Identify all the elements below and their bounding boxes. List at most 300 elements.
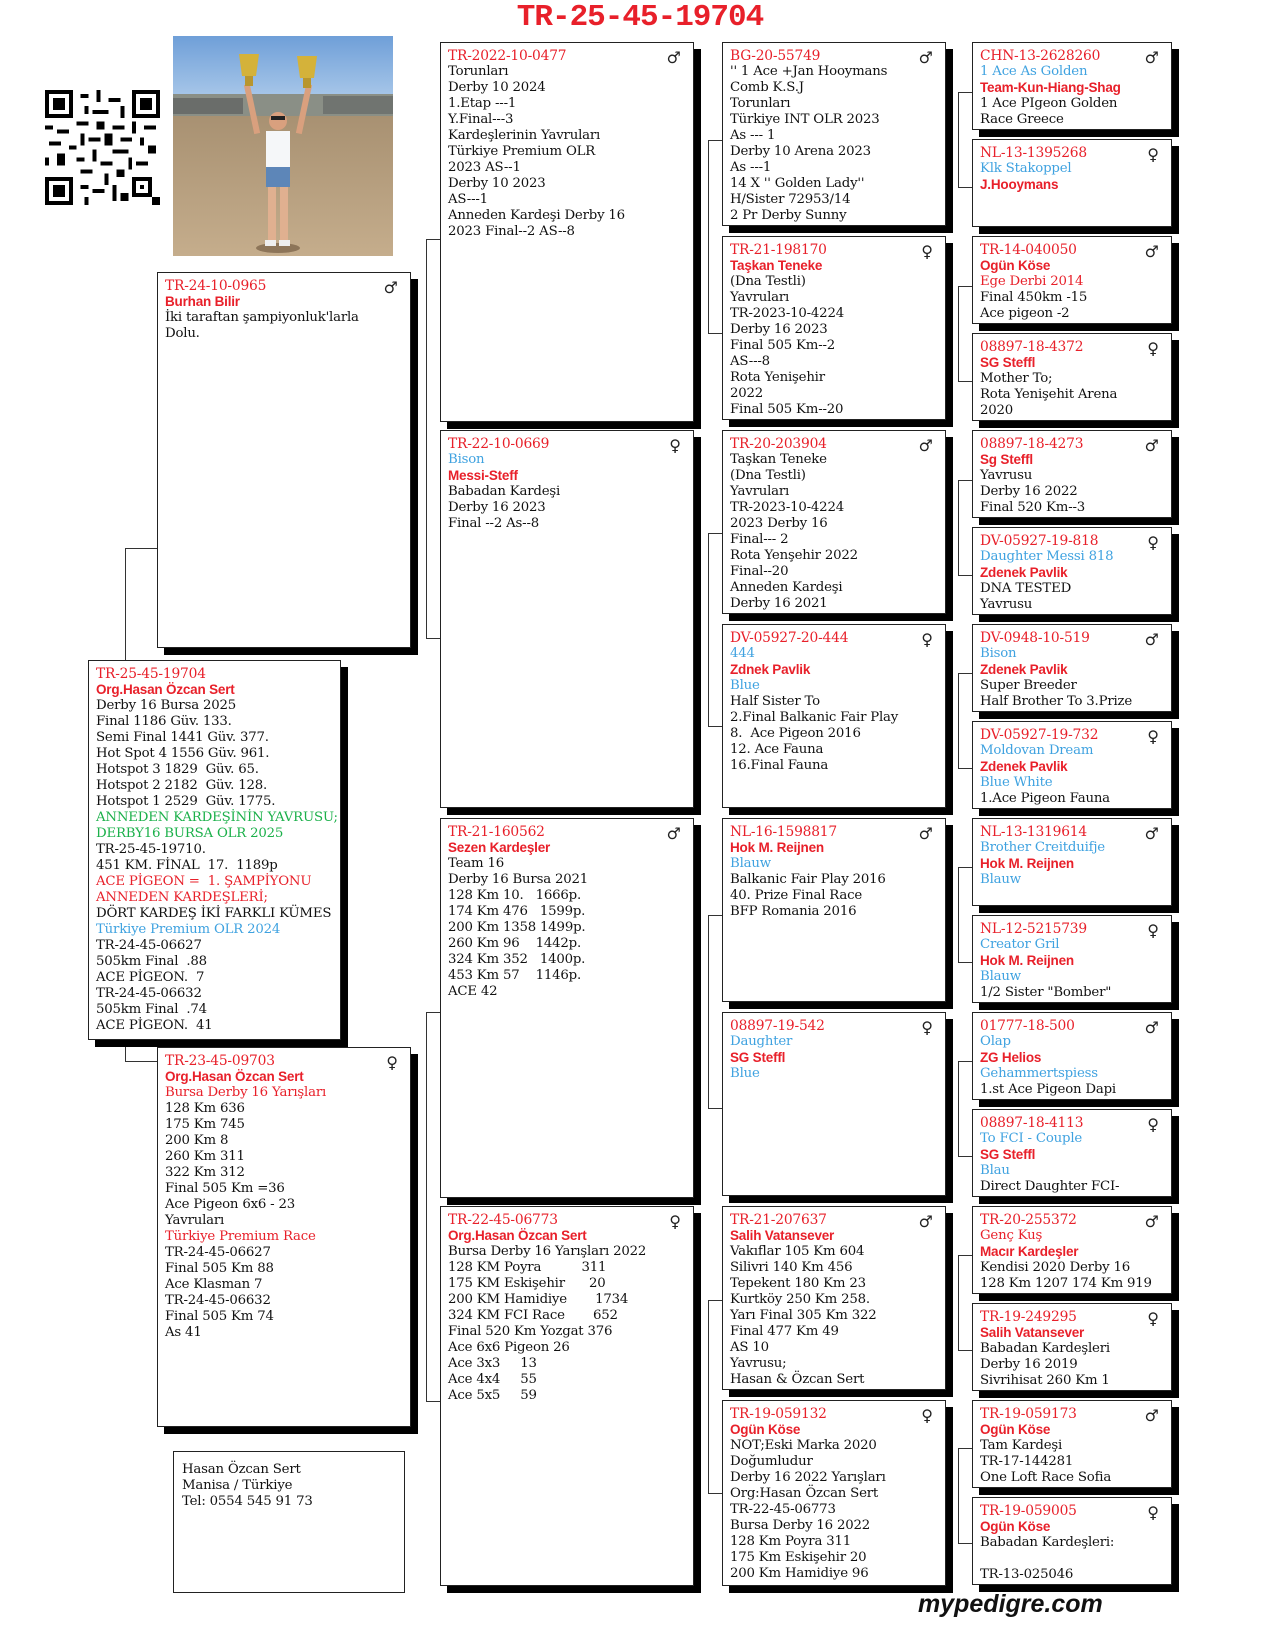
pigeon-info-line: 128 Km 1207 174 Km 919 [980,1276,1152,1291]
contact-name: Hasan Özcan Sert [182,1462,301,1477]
pigeon-info-line: Sivrihisat 260 Km 1 [980,1373,1110,1388]
pigeon-info-line: Ogün Köse [980,1422,1051,1437]
pigeon-info-line: 1/2 Sister "Bomber" [980,985,1112,1000]
pigeon-info-line: 200 KM Hamidiye 1734 [448,1292,629,1307]
pigeon-info-line: (Dna Testli) [730,274,806,289]
pigeon-info-line: 1.Etap ---1 [448,96,517,111]
pigeon-info-line: İki taraftan şampiyonluk'larla [165,310,359,325]
pigeon-info-line: Final 505 Km--20 [730,402,844,417]
breeder-contact [173,1451,405,1593]
ring-number: BG-20-55749 [730,48,821,64]
pigeon-info-line [980,1551,1164,1567]
pigeon-card-g3[interactable] [972,236,1172,324]
pigeon-info-line: Ace 4x4 55 [448,1372,537,1387]
pigeon-info-line: Final 505 Km 88 [165,1261,274,1276]
pigeon-info-line: AS---1 [448,192,488,207]
site-watermark[interactable]: mypedigre.com [918,1590,1103,1618]
pigeon-info-line: Semi Final 1441 Güv. 377. [96,730,269,745]
female-symbol-icon: ♀ [1147,1115,1159,1134]
pigeon-info-line: Yavrusu [980,597,1033,612]
pigeon-info-line: Yarı Final 305 Km 322 [730,1308,877,1323]
ring-number: DV-0948-10-519 [980,630,1090,646]
pigeon-info-line: Vakıflar 105 Km 604 [730,1244,865,1259]
male-symbol-icon: ♂ [918,824,933,843]
pigeon-info-line: DNA TESTED [980,581,1072,596]
pigeon-info-line: SG Steffl [980,355,1036,370]
pigeon-info-line: Org:Hasan Özcan Sert [730,1486,879,1501]
pigeon-info-line: 200 Km Hamidiye 96 [730,1566,869,1581]
pigeon-info-line: Babadan Kardeşleri [980,1341,1110,1356]
pigeon-info-line: Türkiye Premium Race [165,1229,316,1244]
pigeon-info-line: Torunları [448,64,509,79]
pigeon-info-line: As ---1 [730,160,772,175]
ring-number: TR-25-45-19704 [96,666,206,682]
pigeon-info-line: Hasan & Özcan Sert [730,1372,865,1387]
pigeon-info-line: Anneden Kardeşi [730,580,843,595]
pigeon-info-line: Super Breeder [980,678,1077,693]
pigeon-card-g11[interactable] [972,1012,1172,1100]
pigeon-info-line: BFP Romania 2016 [730,904,857,919]
pigeon-info-line: Y.Final---3 [448,112,514,127]
pigeon-info-line: 505km Final .88 [96,954,207,969]
pigeon-info-line: 444 [730,646,755,661]
ring-number: TR-20-255372 [980,1212,1077,1228]
pigeon-info-line: Olap [980,1034,1011,1049]
qr-code [45,90,160,205]
ring-number: TR-24-10-0965 [165,278,267,294]
pigeon-info-line: Final --2 As--8 [448,516,539,531]
pigeon-info-line: Yavrusu; [730,1356,787,1371]
pigeon-info-line: Derby 16 2019 [980,1357,1078,1372]
pigeon-info-line: 322 Km 312 [165,1165,245,1180]
ring-number: NL-13-1319614 [980,824,1087,840]
pigeon-info-line: Comb K.S.J [730,80,804,95]
pigeon-card-dss[interactable] [722,818,946,1002]
pigeon-info-line: '' 1 Ace +Jan Hooymans [730,64,888,79]
pigeon-info-line: Derby 10 2024 [448,80,546,95]
pigeon-info-line: ACE PİGEON. 7 [96,970,205,985]
pigeon-info-line: Hot Spot 4 1556 Güv. 961. [96,746,270,761]
pigeon-card-ddd[interactable] [722,1400,946,1586]
pigeon-info-line: Final 520 Km Yozgat 376 [448,1324,613,1339]
female-symbol-icon: ♀ [1147,921,1159,940]
pigeon-info-line: 14 X '' Golden Lady'' [730,176,865,191]
connector-dsd [958,1061,972,1157]
pigeon-info-line: Hotspot 1 2529 Güv. 1775. [96,794,276,809]
connector-dds [958,1255,972,1351]
pigeon-info-line: Doğumludur [730,1454,813,1469]
pigeon-info-line: 16.Final Fauna [730,758,829,773]
pigeon-info-line: Hok M. Reijnen [730,840,824,855]
pigeon-info-line: Final 1186 Güv. 133. [96,714,232,729]
female-symbol-icon: ♀ [1147,339,1159,358]
pigeon-info-line: 174 Km 476 1599p. [448,904,586,919]
pigeon-info-line: Yavruları [730,484,790,499]
pigeon-info-line: Burhan Bilir [165,294,240,309]
connector-sdd [958,673,972,769]
pigeon-info-line: Türkiye Premium OLR [448,144,596,159]
pigeon-card-g10[interactable] [972,915,1172,1003]
female-symbol-icon: ♀ [1147,727,1159,746]
pigeon-info-line: Sezen Kardeşler [448,840,551,855]
pigeon-info-line: Blue White [980,775,1053,790]
pigeon-card-g16[interactable] [972,1497,1172,1585]
connector-sd [708,533,722,727]
ring-number: CHN-13-2628260 [980,48,1101,64]
pigeon-info-line: NOT;Eski Marka 2020 [730,1438,877,1453]
pigeon-info-line: Klk Stakoppel [980,161,1072,176]
pigeon-info-line: 8. Ace Pigeon 2016 [730,726,861,741]
pigeon-info-line: Taşkan Teneke [730,452,827,467]
ring-number: DV-05927-19-818 [980,533,1099,549]
pigeon-info-line: Ege Derbi 2014 [980,274,1084,289]
pigeon-info-line: Türkiye Premium OLR 2024 [96,922,281,937]
connector-sire [426,239,440,639]
pigeon-info-line: Half Brother To 3.Prize [980,694,1133,709]
connector-ddd [958,1448,972,1544]
pigeon-info-line: Org.Hasan Özcan Sert [165,1069,304,1084]
connector-ds [708,915,722,1109]
ring-number: TR-19-059132 [730,1406,827,1422]
pigeon-info-line: 2022 [730,386,764,401]
pigeon-info-line: Blau [980,1163,1010,1178]
pigeon-info-line: Ace 3x3 13 [448,1356,537,1371]
pigeon-info-line: 2.Final Balkanic Fair Play [730,710,899,725]
pigeon-card-g8[interactable] [972,721,1172,809]
pigeon-card-sire-sire[interactable] [440,42,694,422]
pigeon-info-line: Final--20 [730,564,789,579]
male-symbol-icon: ♂ [1144,630,1159,649]
pigeon-info-line: To FCI - Couple [980,1131,1083,1146]
pigeon-info-line: AS 10 [730,1340,769,1355]
male-symbol-icon: ♂ [1144,1406,1159,1425]
male-symbol-icon: ♂ [1144,1212,1159,1231]
ring-number: 08897-18-4372 [980,339,1084,355]
pigeon-info-line: ACE PİGEON = 1. ŞAMPİYONU [96,874,312,889]
pigeon-info-line: TR-24-45-06632 [165,1293,271,1308]
pigeon-info-line: Zdnek Pavlik [730,662,811,677]
pigeon-info-line: Final 505 Km =36 [165,1181,285,1196]
ring-number: NL-13-1395268 [980,145,1087,161]
pigeon-info-line: Tepekent 180 Km 23 [730,1276,866,1291]
pigeon-info-line: Final 450km -15 [980,290,1088,305]
ring-number: TR-21-160562 [448,824,545,840]
pigeon-info-line: Daughter Messi 818 [980,549,1114,564]
pigeon-info-line: Messi-Steff [448,468,518,483]
pigeon-card-g1[interactable] [972,42,1172,130]
contact-phone[interactable]: Tel: 0554 545 91 73 [182,1494,313,1509]
pigeon-info-line: Kardeşlerinin Yavruları [448,128,601,143]
pigeon-info-line: Final 505 Km 74 [165,1309,274,1324]
ring-number: DV-05927-19-732 [980,727,1099,743]
pigeon-info-line: 2 Pr Derby Sunny [730,208,847,223]
pigeon-info-line: Ace Klasman 7 [165,1277,263,1292]
pigeon-card-sds[interactable] [722,430,946,614]
pigeon-info-line: Rota Yenşehir 2022 [730,548,858,563]
pigeon-info-line: Half Sister To [730,694,820,709]
pigeon-info-line: Hotspot 3 1829 Güv. 65. [96,762,259,777]
pigeon-card-g14[interactable] [972,1303,1172,1391]
female-symbol-icon: ♀ [1147,145,1159,164]
pigeon-info-line: 128 Km Poyra 311 [730,1534,851,1549]
pigeon-info-line: Team 16 [448,856,504,871]
pigeon-info-line: Bison [448,452,485,467]
pigeon-info-line: Ace Pigeon 6x6 - 23 [165,1197,296,1212]
pigeon-info-line: As 41 [165,1325,202,1340]
pigeon-card-dam-sire[interactable] [440,818,694,1198]
pigeon-info-line: Salih Vatansever [730,1228,835,1243]
pigeon-info-line: Sg Steffl [980,452,1033,467]
pigeon-info-line: Silivri 140 Km 456 [730,1260,853,1275]
pigeon-info-line: Ace pigeon -2 [980,306,1070,321]
pigeon-info-line: Daughter [730,1034,793,1049]
pigeon-info-line: TR-25-45-19710. [96,842,206,857]
pigeon-info-line: Tam Kardeşi [980,1438,1063,1453]
pigeon-info-line: ACE 42 [448,984,498,999]
ring-number: TR-21-198170 [730,242,827,258]
pigeon-info-line: Moldovan Dream [980,743,1094,758]
pigeon-info-line: TR-24-45-06632 [96,986,202,1001]
pigeon-info-line: Torunları [730,96,791,111]
male-symbol-icon: ♂ [1144,1018,1159,1037]
pigeon-info-line: Blauw [980,969,1021,984]
male-symbol-icon: ♂ [1144,824,1159,843]
ring-number: TR-22-10-0669 [448,436,550,452]
pigeon-info-line: Hok M. Reijnen [980,953,1074,968]
pigeon-card-ssd[interactable] [722,236,946,420]
pigeon-card-g13[interactable] [972,1206,1172,1294]
pigeon-card-g15[interactable] [972,1400,1172,1488]
ring-number: 08897-18-4113 [980,1115,1084,1131]
pigeon-card-subject[interactable] [88,660,341,1040]
ring-number: TR-23-45-09703 [165,1053,275,1069]
male-symbol-icon: ♂ [918,436,933,455]
pigeon-info-line: TR-13-025046 [980,1567,1074,1582]
connector-dd [708,1300,722,1494]
pigeon-info-line: (Dna Testli) [730,468,806,483]
pigeon-card-sire[interactable] [157,272,411,648]
ring-number: 08897-19-542 [730,1018,825,1034]
pigeon-info-line: Türkiye INT OLR 2023 [730,112,880,127]
pigeon-info-line: Zdenek Pavlik [980,662,1068,677]
female-symbol-icon: ♀ [921,242,933,261]
ring-number: TR-21-207637 [730,1212,827,1228]
pigeon-info-line: Ace 6x6 Pigeon 26 [448,1340,570,1355]
pigeon-info-line: 12. Ace Fauna [730,742,824,757]
pigeon-info-line: 2023 Final--2 AS--8 [448,224,575,239]
pedigree-title: TR-25-45-19704 [516,0,764,35]
pigeon-info-line: As --- 1 [730,128,776,143]
pigeon-card-g7[interactable] [972,624,1172,712]
ring-number: TR-2022-10-0477 [448,48,567,64]
pigeon-info-line: 1 Ace As Golden [980,64,1088,79]
ring-number: TR-19-059173 [980,1406,1077,1422]
female-symbol-icon: ♀ [669,1212,681,1231]
pigeon-info-line: TR-2023-10-4224 [730,500,844,515]
male-symbol-icon: ♂ [666,824,681,843]
pigeon-info-line: ZG Helios [980,1050,1042,1065]
pigeon-info-line: 175 Km Eskişehir 20 [730,1550,867,1565]
pigeon-info-line: Blue [730,1066,760,1081]
pigeon-info-line: Bursa Derby 16 2022 [730,1518,870,1533]
pigeon-info-line: Mother To; [980,371,1053,386]
pigeon-card-dam-dam[interactable] [440,1206,694,1586]
pigeon-info-line: 40. Prize Final Race [730,888,863,903]
pigeon-card-g9[interactable] [972,818,1172,906]
pigeon-info-line: 175 Km 745 [165,1117,245,1132]
pigeon-info-line: Bursa Derby 16 Yarışları [165,1085,327,1100]
pigeon-info-line: 200 Km 8 [165,1133,229,1148]
connector-dss [958,867,972,963]
pigeon-info-line: Dolu. [165,326,200,341]
female-symbol-icon: ♀ [1147,1309,1159,1328]
ring-number: TR-19-249295 [980,1309,1077,1325]
pigeon-info-line: Race Greece [980,112,1064,127]
pigeon-info-line: H/Sister 72953/14 [730,192,851,207]
pigeon-info-line: 505km Final .74 [96,1002,207,1017]
pigeon-info-line: Kurtköy 250 Km 258. [730,1292,870,1307]
ring-number: TR-22-45-06773 [448,1212,558,1228]
pigeon-card-g2[interactable] [972,139,1172,227]
connector-sds [958,480,972,576]
pigeon-info-line: 2023 AS--1 [448,160,521,175]
pigeon-info-line: DERBY16 BURSA OLR 2025 [96,826,284,841]
pigeon-info-line: 200 Km 1358 1499p. [448,920,586,935]
pigeon-info-line: Direct Daughter FCI- [980,1179,1120,1194]
pigeon-card-sdd[interactable] [722,624,946,808]
pigeon-card-g6[interactable] [972,527,1172,615]
pigeon-card-dds[interactable] [722,1206,946,1390]
pigeon-info-line: Derby 16 Bursa 2025 [96,698,236,713]
pigeon-info-line: Creator Gril [980,937,1060,952]
pigeon-info-line: Rota Yenişehir [730,370,825,385]
pigeon-info-line: 451 KM. FİNAL 17. 1189p [96,858,278,873]
pigeon-info-line: Ogün Köse [980,258,1051,273]
pigeon-info-line: Ace 5x5 59 [448,1388,537,1403]
pigeon-info-line: Babadan Kardeşi [448,484,561,499]
pigeon-info-line: Final 477 Km 49 [730,1324,839,1339]
pigeon-info-line: ACE PİGEON. 41 [96,1018,213,1033]
female-symbol-icon: ♀ [1147,533,1159,552]
pigeon-info-line: Derby 16 2022 [980,484,1078,499]
pigeon-info-line: TR-2023-10-4224 [730,306,844,321]
connector-sss [958,92,972,188]
pigeon-info-line: TR-24-45-06627 [165,1245,271,1260]
pigeon-info-line: Final 505 Km--2 [730,338,836,353]
male-symbol-icon: ♂ [1144,242,1159,261]
pigeon-info-line: Bursa Derby 16 Yarışları 2022 [448,1244,647,1259]
female-symbol-icon: ♀ [669,436,681,455]
pigeon-info-line: Brother Creitduifje [980,840,1105,855]
pigeon-info-line: Gehammertspiess [980,1066,1098,1081]
pigeon-info-line: 1.st Ace Pigeon Dapi [980,1082,1116,1097]
pigeon-info-line: 260 Km 311 [165,1149,245,1164]
pigeon-info-line: 453 Km 57 1146p. [448,968,581,983]
pigeon-info-line: Blauw [980,872,1021,887]
pigeon-info-line: 1 Ace PIgeon Golden [980,96,1118,111]
pigeon-info-line: 2023 Derby 16 [730,516,828,531]
pigeon-card-g5[interactable] [972,430,1172,518]
pigeon-info-line: 128 Km 636 [165,1101,245,1116]
connector-ss [708,140,722,334]
pigeon-info-line: Team-Kun-Hiang-Shag [980,80,1121,95]
pigeon-info-line: 2020 [980,403,1014,418]
pigeon-info-line: Derby 16 Bursa 2021 [448,872,588,887]
pigeon-info-line: 324 KM FCI Race 652 [448,1308,618,1323]
pigeon-info-line: Blue [730,678,760,693]
pigeon-card-g12[interactable] [972,1109,1172,1197]
connector-dam [426,1012,440,1402]
pigeon-info-line: Hotspot 2 2182 Güv. 128. [96,778,268,793]
pigeon-info-line: DÖRT KARDEŞ İKİ FARKLI KÜMES [96,906,332,921]
pigeon-info-line: Zdenek Pavlik [980,565,1068,580]
pigeon-info-line: Derby 16 2021 [730,596,828,611]
pigeon-card-sss[interactable] [722,42,946,226]
pigeon-card-sire-dam[interactable] [440,430,694,808]
pigeon-info-line: Derby 16 2022 Yarışları [730,1470,886,1485]
pigeon-info-line: SG Steffl [980,1147,1036,1162]
pigeon-info-line: Balkanic Fair Play 2016 [730,872,886,887]
pigeon-info-line: Blauw [730,856,771,871]
pigeon-info-line: Hok M. Reijnen [980,856,1074,871]
pigeon-info-line: Yavruları [730,290,790,305]
pigeon-info-line: TR-22-45-06773 [730,1502,836,1517]
female-symbol-icon: ♀ [921,630,933,649]
pigeon-info-line: 1.Ace Pigeon Fauna [980,791,1110,806]
pigeon-info-line: Final--- 2 [730,532,789,547]
pigeon-info-line: TR-17-144281 [980,1454,1074,1469]
pigeon-info-line: 128 Km 10. 1666p. [448,888,581,903]
pigeon-info-line: Taşkan Teneke [730,258,823,273]
pigeon-card-g4[interactable] [972,333,1172,421]
female-symbol-icon: ♀ [921,1018,933,1037]
pigeon-info-line: AS---8 [730,354,770,369]
male-symbol-icon: ♂ [1144,48,1159,67]
pigeon-info-line: Yavrusu [980,468,1033,483]
pigeon-info-line: Derby 16 2023 [448,500,546,515]
pigeon-info-line: Zdenek Pavlik [980,759,1068,774]
pigeon-info-line: Derby 10 2023 [448,176,546,191]
pigeon-info-line: 260 Km 96 1442p. [448,936,581,951]
ring-number: DV-05927-20-444 [730,630,849,646]
male-symbol-icon: ♂ [666,48,681,67]
pigeon-card-dam[interactable] [157,1047,411,1427]
ring-number: 01777-18-500 [980,1018,1075,1034]
ring-number: TR-19-059005 [980,1503,1077,1519]
pigeon-info-line: Ogün Köse [980,1519,1051,1534]
pigeon-info-line: 175 KM Eskişehir 20 [448,1276,606,1291]
male-symbol-icon: ♂ [918,1212,933,1231]
pigeon-info-line: Org.Hasan Özcan Sert [448,1228,587,1243]
pigeon-info-line: Anneden Kardeşi Derby 16 [448,208,625,223]
male-symbol-icon: ♂ [383,278,398,297]
pigeon-info-line: SG Steffl [730,1050,786,1065]
pigeon-card-dsd[interactable] [722,1012,946,1196]
female-symbol-icon: ♀ [921,1406,933,1425]
breeder-photo [173,36,393,256]
pigeon-info-line: Kendisi 2020 Derby 16 [980,1260,1130,1275]
pigeon-info-line: One Loft Race Sofia [980,1470,1112,1485]
pigeon-info-line: TR-24-45-06627 [96,938,202,953]
pigeon-info-line: Derby 10 Arena 2023 [730,144,871,159]
pigeon-info-line: Salih Vatansever [980,1325,1085,1340]
pigeon-info-line: Rota Yenişehit Arena [980,387,1118,402]
female-symbol-icon: ♀ [1147,1503,1159,1522]
pigeon-info-line: Ogün Köse [730,1422,801,1437]
contact-location: Manisa / Türkiye [182,1478,293,1493]
ring-number: 08897-18-4273 [980,436,1084,452]
pigeon-info-line: Babadan Kardeşleri: [980,1535,1115,1550]
